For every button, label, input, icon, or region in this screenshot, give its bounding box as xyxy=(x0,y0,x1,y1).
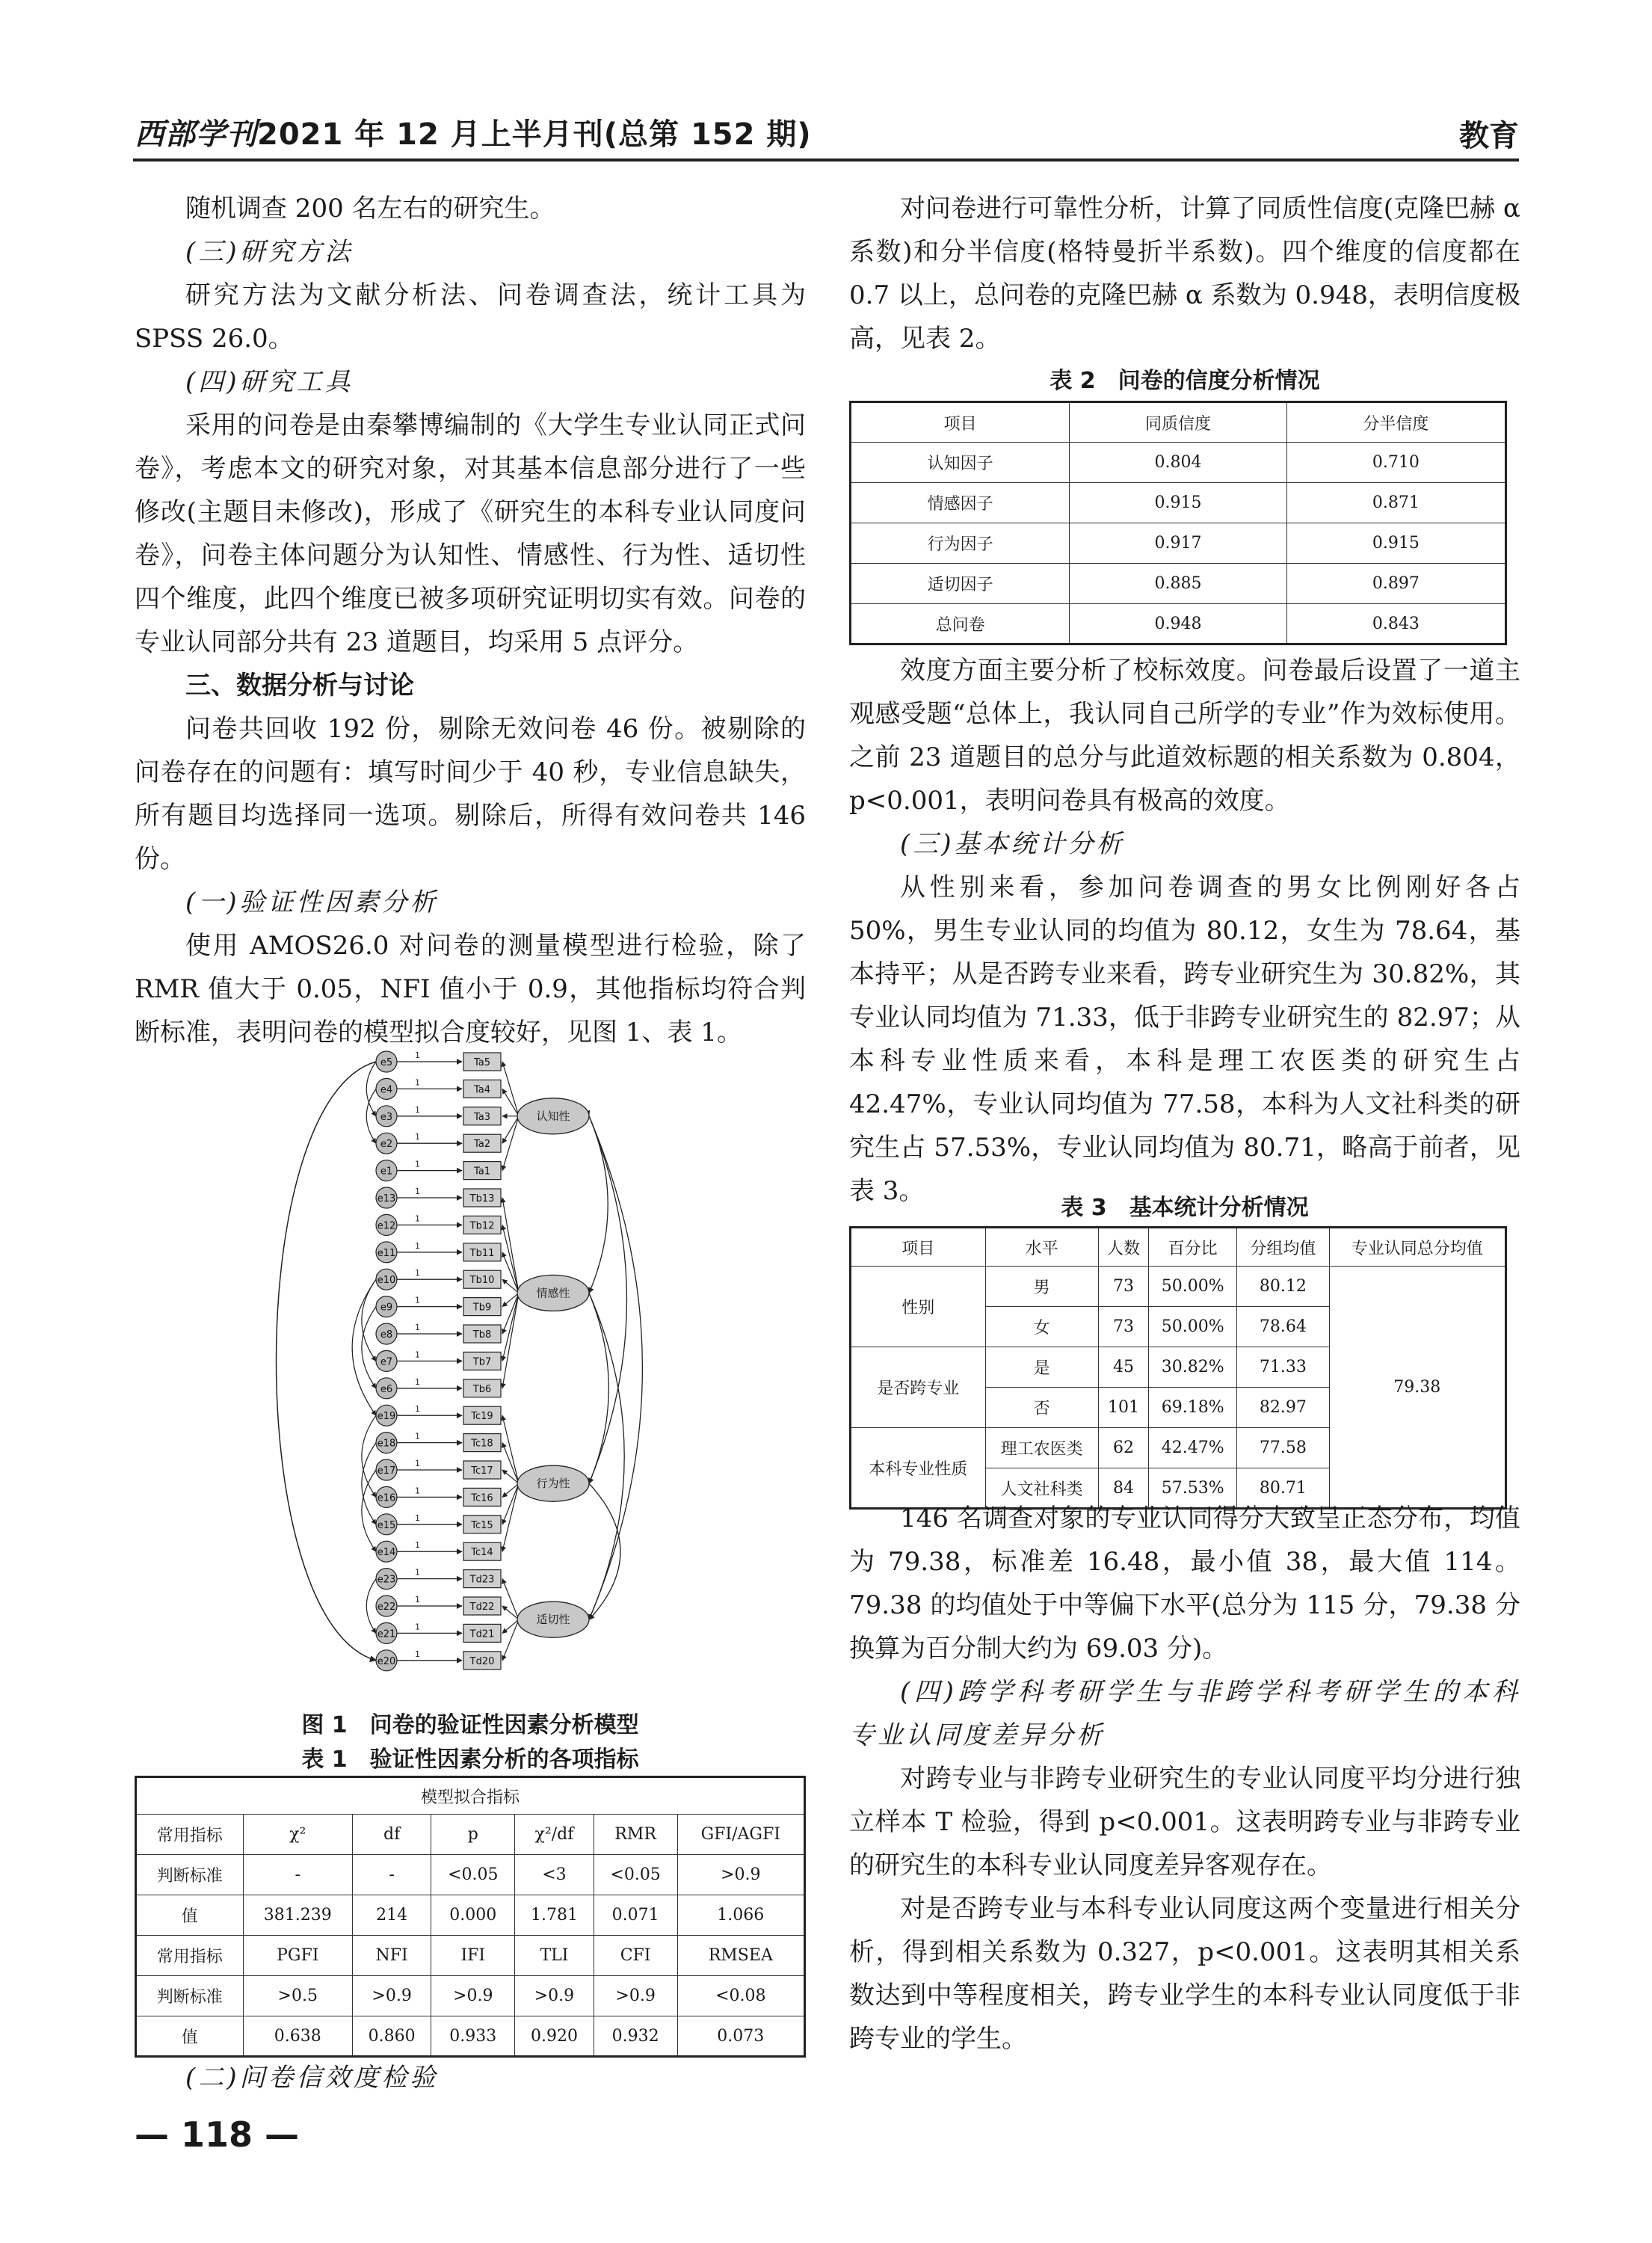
table-cell: 77.58 xyxy=(1237,1428,1329,1468)
table-row xyxy=(136,1976,805,2016)
paragraph: 对跨专业与非跨专业研究生的专业认同度平均分进行独立样本 T 检验，得到 p<0.001。这表明跨专业与非跨专业的研究生的本科专业认同度差异客观存在。 xyxy=(849,1764,1520,1880)
table-caption: 表 2 问卷的信度分析情况 xyxy=(1050,368,1320,394)
right-column-top xyxy=(849,187,1520,360)
factor-loading-path xyxy=(502,1116,519,1171)
table-cell: 0.860 xyxy=(352,2016,431,2057)
table-row xyxy=(136,2016,805,2057)
factor-covariance-arc xyxy=(589,1293,608,1483)
table-cell: 情感因子 xyxy=(851,483,1070,523)
table-row xyxy=(851,1267,1506,1307)
table-cell: >0.9 xyxy=(431,1976,515,2016)
table-cell: 0.948 xyxy=(1070,604,1286,644)
table-cell: 0.897 xyxy=(1286,564,1505,604)
table-cell: 0.804 xyxy=(1070,443,1286,483)
right-column-bottom xyxy=(849,1497,1520,2061)
table-caption: 表 1 验证性因素分析的各项指标 xyxy=(301,1747,639,1773)
error-label: e8 xyxy=(380,1329,393,1341)
error-label: e7 xyxy=(380,1356,393,1368)
indicator-label: Tb7 xyxy=(472,1356,492,1368)
indicator-label: Tc17 xyxy=(471,1465,493,1477)
error-covariance-arc xyxy=(366,1062,376,1116)
path-weight-label: 1 xyxy=(415,1540,420,1551)
table-cell: 判断标准 xyxy=(136,1976,244,2016)
indicator-label: Td21 xyxy=(469,1628,495,1640)
sem-diagram xyxy=(213,1039,662,1697)
error-label: e15 xyxy=(377,1519,396,1531)
path-weight-label: 1 xyxy=(415,1350,420,1360)
indicator-label: Tc14 xyxy=(471,1547,493,1559)
error-label: e4 xyxy=(380,1084,393,1096)
total-mean-cell: 79.38 xyxy=(1329,1267,1505,1509)
reliability-table xyxy=(849,401,1507,645)
path-weight-label: 1 xyxy=(415,1077,420,1088)
table-header-cell: 分组均值 xyxy=(1237,1228,1329,1267)
table-row xyxy=(136,1815,805,1855)
descriptive-stats-table xyxy=(849,1226,1507,1510)
indicator-label: Tb9 xyxy=(472,1302,492,1314)
path-weight-label: 1 xyxy=(415,1050,420,1060)
table-cell: 行为因子 xyxy=(851,523,1070,564)
table-cell: 男 xyxy=(985,1267,1098,1307)
table-cell: 0.071 xyxy=(594,1895,677,1936)
table-cell: 0.917 xyxy=(1070,523,1286,564)
table-cell: 73 xyxy=(1098,1307,1148,1347)
table-row xyxy=(136,1855,805,1895)
table-header-cell: 水平 xyxy=(985,1228,1098,1267)
factor-loading-path xyxy=(502,1116,519,1143)
table-cell: 女 xyxy=(985,1307,1098,1347)
factor-covariance-arc xyxy=(589,1116,626,1483)
table-row xyxy=(851,483,1506,523)
error-covariance-arc xyxy=(362,1443,376,1524)
error-label: e14 xyxy=(377,1547,396,1559)
table-cell: <0.05 xyxy=(594,1855,677,1895)
table-row xyxy=(136,1936,805,1976)
path-weight-label: 1 xyxy=(415,1431,420,1442)
table-cell: TLI xyxy=(515,1936,594,1976)
table-cell: 82.97 xyxy=(1237,1388,1329,1428)
table-cell: RMSEA xyxy=(677,1936,804,1976)
table-cell: PGFI xyxy=(243,1936,352,1976)
paragraph: 采用的问卷是由秦攀博编制的《大学生专业认同正式问卷》，考虑本文的研究对象，对其基本信息部分进行了一些修改(主题目未修改)，形成了《研究生的本科专业认同度问卷》，问卷主体问题分为认知性、情感性、行为性、适切性四个维度，此四个维度已被多项研究证明切实有效。问卷的专业认同部分共有 23 道题目，均采用 5 点评分。 xyxy=(135,410,806,657)
table-cell: 0.920 xyxy=(515,2016,594,2057)
table-cell: 80.71 xyxy=(1237,1468,1329,1509)
indicator-label: Tb8 xyxy=(472,1329,492,1341)
table-cell: 适切因子 xyxy=(851,564,1070,604)
table-cell: 78.64 xyxy=(1237,1307,1329,1347)
factor-label: 认知性 xyxy=(536,1109,570,1123)
figure-caption: 图 1 问卷的验证性因素分析模型 xyxy=(301,1712,639,1738)
error-covariance-arc xyxy=(362,1470,376,1551)
error-label: e16 xyxy=(377,1492,396,1504)
group-label-cell: 本科专业性质 xyxy=(851,1428,986,1509)
table-cell: 62 xyxy=(1098,1428,1148,1468)
indicator-label: Ta4 xyxy=(473,1084,491,1096)
error-label: e22 xyxy=(377,1602,396,1613)
table-cell: 101 xyxy=(1098,1388,1148,1428)
table-cell: 1.066 xyxy=(677,1895,804,1936)
issue-info: 2021 年 12 月上半月刊(总第 152 期) xyxy=(257,117,812,152)
left-column-text xyxy=(135,187,806,1054)
indicator-label: Tc16 xyxy=(471,1492,493,1504)
table-cell: 30.82% xyxy=(1149,1347,1237,1388)
table-cell: <0.05 xyxy=(431,1855,515,1895)
path-weight-label: 1 xyxy=(415,1595,420,1604)
path-weight-label: 1 xyxy=(415,1649,420,1659)
error-label: e13 xyxy=(377,1193,396,1204)
error-label: e18 xyxy=(377,1438,396,1450)
table-cell: 值 xyxy=(136,2016,244,2057)
error-label: e20 xyxy=(377,1655,396,1667)
paragraph: 使用 AMOS26.0 对问卷的测量模型进行检验，除了 RMR 值大于 0.05，NFI 值小于 0.9，其他指标均符合判断标准，表明问卷的模型拟合度较好，见图 1、表 1。 xyxy=(135,931,806,1047)
table-row xyxy=(851,443,1506,483)
indicator-label: Ta2 xyxy=(473,1139,491,1151)
table-cell: 判断标准 xyxy=(136,1855,244,1895)
table-cell: >0.9 xyxy=(594,1976,677,2016)
error-label: e11 xyxy=(377,1247,396,1259)
table-cell: 0.843 xyxy=(1286,604,1505,644)
factor-covariance-arc xyxy=(589,1483,620,1619)
table-cell: >0.9 xyxy=(677,1855,804,1895)
table-cell: 0.932 xyxy=(594,2016,677,2057)
covariance-arc xyxy=(277,1062,377,1661)
section-heading: (三)研究方法 xyxy=(185,237,354,267)
indicator-label: Td23 xyxy=(469,1574,495,1586)
table-cell: df xyxy=(352,1815,431,1855)
table-cell: 84 xyxy=(1098,1468,1148,1509)
indicator-label: Ta5 xyxy=(473,1057,491,1068)
table-cell: 381.239 xyxy=(243,1895,352,1936)
error-covariance-arc xyxy=(366,1089,376,1143)
path-weight-label: 1 xyxy=(415,1187,420,1196)
table-cell: 0.710 xyxy=(1286,443,1505,483)
error-label: e9 xyxy=(380,1302,393,1314)
error-covariance-arc xyxy=(362,1307,376,1388)
table-cell: 73 xyxy=(1098,1267,1148,1307)
table-cell: GFI/AGFI xyxy=(677,1815,804,1855)
table-cell: 0.915 xyxy=(1070,483,1286,523)
indicator-label: Tc19 xyxy=(471,1411,493,1423)
table-header-cell: 专业认同总分均值 xyxy=(1329,1228,1505,1267)
table-cell: 0.000 xyxy=(431,1895,515,1936)
path-weight-label: 1 xyxy=(415,1513,420,1523)
table-cell: NFI xyxy=(352,1936,431,1976)
indicator-label: Td22 xyxy=(469,1602,495,1613)
table-cell: 69.18% xyxy=(1149,1388,1237,1428)
table-cell: 0.933 xyxy=(431,2016,515,2057)
paragraph: 研究方法为文献分析法、问卷调查法，统计工具为 SPSS 26.0。 xyxy=(135,280,806,354)
path-weight-label: 1 xyxy=(415,1404,420,1415)
path-weight-label: 1 xyxy=(415,1240,420,1251)
path-weight-label: 1 xyxy=(415,1323,420,1332)
page-number: — 118 — xyxy=(135,2114,300,2155)
header-rule xyxy=(133,159,1519,161)
factor-label: 情感性 xyxy=(536,1286,570,1300)
factor-covariance-arc xyxy=(589,1116,642,1619)
path-weight-label: 1 xyxy=(415,1486,420,1496)
error-label: e17 xyxy=(377,1465,396,1477)
error-covariance-arc xyxy=(362,1415,376,1497)
section-heading: (四)跨学科考研学生与非跨学科考研学生的本科专业认同度差异分析 xyxy=(849,1677,1520,1750)
error-covariance-arc xyxy=(352,1279,376,1415)
paragraph: 随机调查 200 名左右的研究生。 xyxy=(185,194,555,224)
path-weight-label: 1 xyxy=(415,1622,420,1632)
table-header-cell: 项目 xyxy=(851,1228,986,1267)
error-label: e19 xyxy=(377,1411,396,1423)
table-header-cell: 同质信度 xyxy=(1070,402,1286,443)
table-cell: - xyxy=(243,1855,352,1895)
group-label-cell: 性别 xyxy=(851,1267,986,1347)
paragraph: 效度方面主要分析了校标效度。问卷最后设置了一道主观感受题“总体上，我认同自己所学的专业”作为效标使用。之前 23 道题目的总分与此道效标题的相关系数为 0.804，p<0.001，表明问卷具有极高的效度。 xyxy=(849,656,1520,816)
error-label: e3 xyxy=(380,1111,393,1123)
path-weight-label: 1 xyxy=(415,1104,420,1115)
table-cell: 1.781 xyxy=(515,1895,594,1936)
table-cell: 42.47% xyxy=(1149,1428,1237,1468)
table-cell: 理工农医类 xyxy=(985,1428,1098,1468)
factor-label: 行为性 xyxy=(536,1477,570,1491)
table-cell: 45 xyxy=(1098,1347,1148,1388)
table-cell: 常用指标 xyxy=(136,1936,244,1976)
table-cell: 人文社科类 xyxy=(985,1468,1098,1509)
table-cell: χ²/df xyxy=(515,1815,594,1855)
table-cell: 0.638 xyxy=(243,2016,352,2057)
error-covariance-arc xyxy=(362,1279,376,1361)
table-cell: 50.00% xyxy=(1149,1307,1237,1347)
paragraph: 问卷共回收 192 份，剔除无效问卷 46 份。被剔除的问卷存在的问题有：填写时间少于 40 秒，专业信息缺失，所有题目均选择同一选项。剔除后，所得有效问卷共 146 份。 xyxy=(135,714,806,874)
error-label: e12 xyxy=(377,1220,396,1232)
table-cell: 71.33 xyxy=(1237,1347,1329,1388)
paragraph: 146 名调查对象的专业认同得分大致呈正态分布，均值为 79.38，标准差 16.48，最小值 38，最大值 114。79.38 的均值处于中等偏下水平(总分为 115 分，79.38 分换算为百分制大约为 69.03 分)。 xyxy=(849,1504,1520,1664)
table-header-cell: 百分比 xyxy=(1149,1228,1237,1267)
table-caption: 表 3 基本统计分析情况 xyxy=(1061,1195,1309,1221)
table-cell: 值 xyxy=(136,1895,244,1936)
table-cell: 0.915 xyxy=(1286,523,1505,564)
indicator-label: Tb11 xyxy=(469,1247,495,1259)
table-cell: <3 xyxy=(515,1855,594,1895)
table-row xyxy=(851,604,1506,644)
error-label: e21 xyxy=(377,1628,396,1640)
factor-loading-path xyxy=(502,1619,519,1661)
error-label: e23 xyxy=(377,1574,396,1586)
error-label: e2 xyxy=(380,1139,393,1151)
indicator-label: Tb10 xyxy=(469,1275,495,1287)
factor-loading-path xyxy=(502,1579,519,1620)
error-label: e5 xyxy=(380,1057,393,1068)
indicator-label: Tc18 xyxy=(471,1438,493,1450)
path-weight-label: 1 xyxy=(415,1213,420,1224)
table-cell: >0.9 xyxy=(352,1976,431,2016)
section-heading: (三)基本统计分析 xyxy=(900,829,1125,859)
path-weight-label: 1 xyxy=(415,1459,420,1468)
right-column-mid xyxy=(849,649,1520,1213)
table-cell: <0.08 xyxy=(677,1976,804,2016)
table-cell: 0.871 xyxy=(1286,483,1505,523)
chapter-heading: 三、数据分析与讨论 xyxy=(185,671,414,701)
table-cell: CFI xyxy=(594,1936,677,1976)
path-weight-label: 1 xyxy=(415,1159,420,1169)
table-cell: 0.073 xyxy=(677,2016,804,2057)
table-header-cell: 分半信度 xyxy=(1286,402,1505,443)
error-label: e6 xyxy=(380,1383,393,1395)
fit-index-table xyxy=(135,1776,806,2058)
paragraph: 从性别来看，参加问卷调查的男女比例刚好各占 50%，男生专业认同的均值为 80.12，女生为 78.64，基本持平；从是否跨专业来看，跨专业研究生为 30.82%，其专业认同均值为 71.33，低于非跨专业研究生的 82.97；从本科专业性质来看，本科是理工农医类的研究生占 42.47%，专业认同均值为 77.58，本科为人文社科类的研究生占 57.53%，专业认同均值为 80.71，略高于前者，见表 3。 xyxy=(849,873,1520,1206)
indicator-label: Td20 xyxy=(469,1655,495,1667)
section-heading: (一)验证性因素分析 xyxy=(185,887,439,917)
table-header-cell: 项目 xyxy=(851,402,1070,443)
table-cell: >0.5 xyxy=(243,1976,352,2016)
error-label: e10 xyxy=(377,1275,396,1287)
factor-loading-path xyxy=(502,1293,519,1388)
section-name: 教育 xyxy=(1459,119,1519,153)
table-cell: 常用指标 xyxy=(136,1815,244,1855)
factor-covariance-arc xyxy=(589,1293,624,1619)
table-cell: 是 xyxy=(985,1347,1098,1388)
section-heading: (四)研究工具 xyxy=(185,367,354,397)
table-cell: 认知因子 xyxy=(851,443,1070,483)
indicator-label: Ta1 xyxy=(473,1166,491,1178)
table-cell: 否 xyxy=(985,1388,1098,1428)
table-row xyxy=(851,564,1506,604)
table-cell: - xyxy=(352,1855,431,1895)
table-cell: 214 xyxy=(352,1895,431,1936)
path-weight-label: 1 xyxy=(415,1376,420,1387)
table-cell: χ² xyxy=(243,1815,352,1855)
path-weight-label: 1 xyxy=(415,1295,420,1305)
indicator-label: Tb13 xyxy=(469,1193,495,1204)
table-row xyxy=(136,1895,805,1936)
factor-loading-path xyxy=(502,1062,519,1116)
table-cell: 总问卷 xyxy=(851,604,1070,644)
left-column-end xyxy=(135,2056,806,2099)
factor-label: 适切性 xyxy=(536,1613,570,1627)
table-cell: >0.9 xyxy=(515,1976,594,2016)
indicator-label: Ta3 xyxy=(473,1111,491,1123)
path-weight-label: 1 xyxy=(415,1268,420,1279)
table-cell: 57.53% xyxy=(1149,1468,1237,1509)
table-cell: IFI xyxy=(431,1936,515,1976)
path-weight-label: 1 xyxy=(415,1567,420,1578)
indicator-label: Tb12 xyxy=(469,1220,495,1232)
indicator-label: Tc15 xyxy=(471,1519,493,1531)
table-cell: 50.00% xyxy=(1149,1267,1237,1307)
factor-covariance-arc xyxy=(589,1116,608,1293)
journal-logo: 西部学刊 xyxy=(135,117,257,152)
path-weight-label: 1 xyxy=(415,1132,420,1142)
table-cell: 0.885 xyxy=(1070,564,1286,604)
table-header-cell: 人数 xyxy=(1098,1228,1148,1267)
table-cell: 80.12 xyxy=(1237,1267,1329,1307)
table-row xyxy=(851,523,1506,564)
table-cell: RMR xyxy=(594,1815,677,1855)
error-covariance-arc xyxy=(366,1579,376,1634)
table-title: 模型拟合指标 xyxy=(136,1777,805,1815)
error-label: e1 xyxy=(380,1166,393,1178)
group-label-cell: 是否跨专业 xyxy=(851,1347,986,1428)
paragraph: 对是否跨专业与本科专业认同度这两个变量进行相关分析，得到相关系数为 0.327，p<0.001。这表明其相关系数达到中等程度相关，跨专业学生的本科专业认同度低于非跨专业的学生。 xyxy=(849,1894,1520,2054)
journal-header xyxy=(135,111,812,153)
paragraph: 对问卷进行可靠性分析，计算了同质性信度(克隆巴赫 α 系数)和分半信度(格特曼折半系数)。四个维度的信度都在 0.7 以上，总问卷的克隆巴赫 α 系数为 0.948，表明信度极高，见表 2。 xyxy=(849,194,1520,354)
factor-loading-path xyxy=(502,1198,519,1293)
table-cell: p xyxy=(431,1815,515,1855)
factor-loading-path xyxy=(502,1089,519,1116)
section-heading: (二)问卷信效度检验 xyxy=(185,2063,439,2093)
indicator-label: Tb6 xyxy=(472,1383,492,1395)
